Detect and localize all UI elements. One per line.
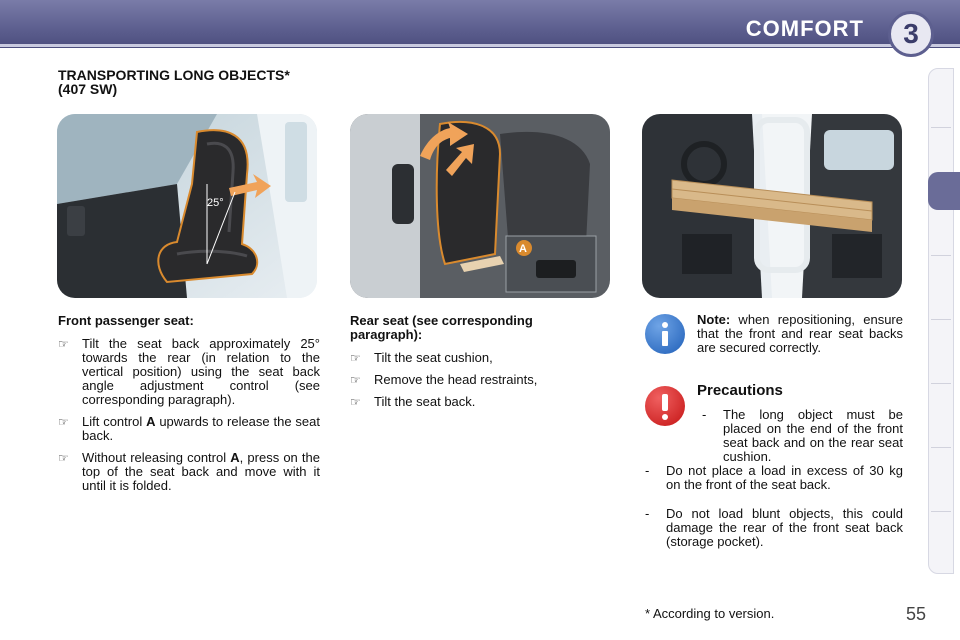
front-seat-tilt-image: [57, 114, 317, 298]
info-icon: [645, 314, 685, 354]
rear-seat-heading: Rear seat (see corresponding paragraph):: [350, 313, 533, 342]
chapter-number: 3: [903, 18, 919, 49]
long-object-loaded-image: [642, 114, 902, 298]
precautions-title: Precautions: [697, 382, 783, 399]
pointing-hand-icon: ☞: [350, 351, 361, 365]
page-title: TRANSPORTING LONG OBJECTS* (407 SW): [58, 67, 290, 97]
list-item: ☞ Lift control A upwards to release the seat back.: [58, 414, 320, 443]
pointing-hand-icon: ☞: [350, 373, 361, 387]
list-item: ☞ Remove the head restraints,: [350, 372, 538, 387]
list-item: ☞ Tilt the seat cushion,: [350, 350, 493, 365]
pointing-hand-icon: ☞: [58, 451, 69, 465]
list-item: ☞ Without releasing control A, press on the top of the seat back and move with it until it is folded.: [58, 450, 320, 493]
front-passenger-section: [58, 314, 320, 501]
angle-label: 25°: [207, 197, 224, 209]
footnote: * According to version.: [645, 606, 775, 621]
rear-seat-section: [350, 314, 578, 417]
pointing-hand-icon: ☞: [350, 395, 361, 409]
list-item: ☞ Tilt the seat back.: [350, 394, 476, 409]
warning-icon: [645, 386, 685, 426]
page-number: 55: [906, 604, 927, 624]
list-item: - The long object must be placed on the end of the front seat back and on the rear seat cushion.: [702, 407, 903, 464]
rear-seat-fold-image: [350, 114, 610, 298]
list-item: - Do not load blunt objects, this could damage the rear of the front seat back (storage pocket).: [645, 506, 903, 549]
front-passenger-heading: Front passenger seat:: [58, 313, 194, 328]
active-chapter-tab: [928, 172, 960, 210]
pointing-hand-icon: ☞: [58, 415, 69, 429]
list-item: ☞ Tilt the seat back approximately 25° towards the rear (in relation to the vertical position) using the seat back angle adjustment control (see corresponding paragraph).: [58, 336, 320, 407]
chapter-side-tabs: [928, 68, 954, 574]
list-item: - Do not place a load in excess of 30 kg on the front of the seat back.: [645, 463, 903, 492]
pointing-hand-icon: ☞: [58, 337, 69, 351]
header-strip: [0, 44, 960, 47]
callout-a-label: A: [519, 243, 527, 255]
chapter-badge: [888, 11, 934, 57]
note-text: Note: when repositioning, ensure that the front and rear seat backs are secured correctly.: [697, 312, 903, 355]
section-title: COMFORT: [745, 16, 864, 41]
